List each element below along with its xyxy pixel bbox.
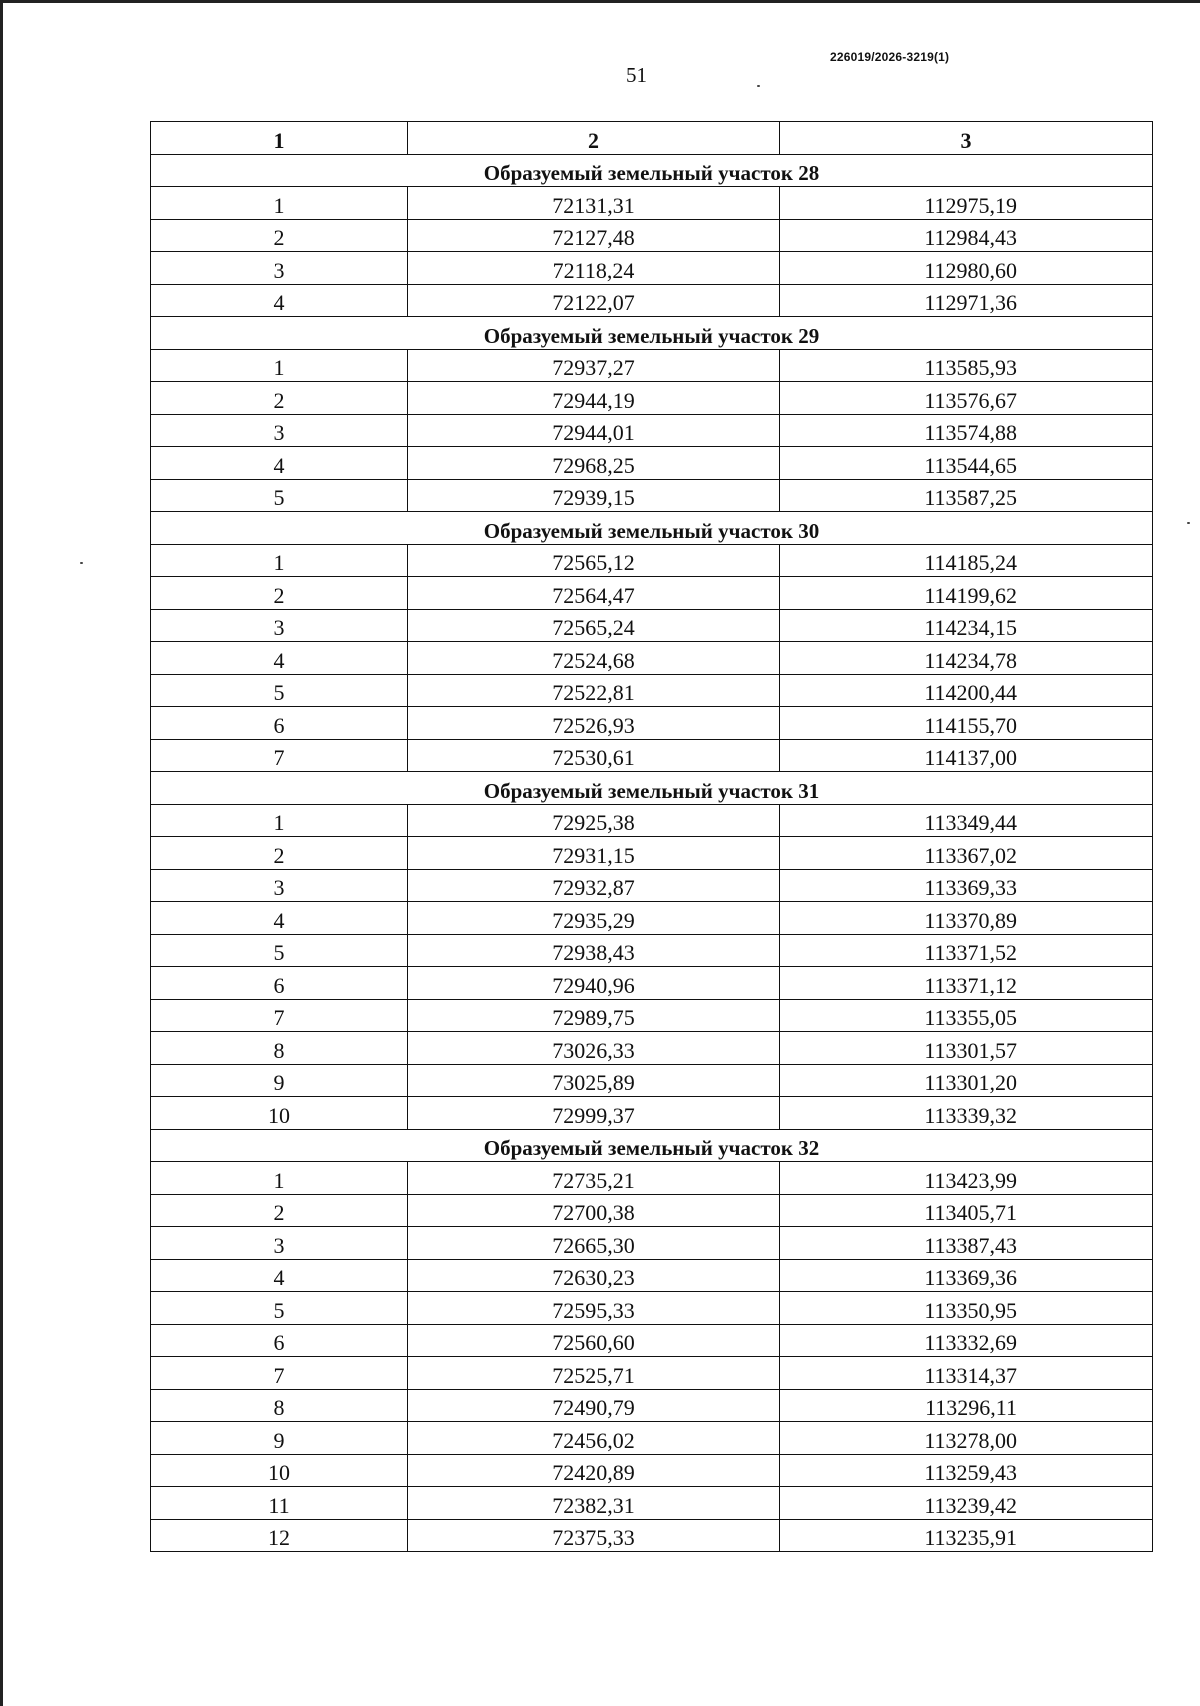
point-number-cell: 1 [151,804,408,837]
x-coordinate-cell: 72127,48 [408,219,780,252]
x-coordinate-cell: 72999,37 [408,1097,780,1130]
x-coordinate-cell: 72131,31 [408,187,780,220]
point-number-cell: 10 [151,1097,408,1130]
y-coordinate-cell: 113405,71 [780,1194,1153,1227]
section-title: Образуемый земельный участок 32 [151,1129,1153,1162]
point-number-cell: 2 [151,382,408,415]
column-header: 1 [151,122,408,155]
x-coordinate-cell: 72526,93 [408,707,780,740]
point-number-cell: 3 [151,609,408,642]
section-header-row [151,154,1153,187]
point-number-cell: 3 [151,252,408,285]
section-title: Образуемый земельный участок 30 [151,512,1153,545]
point-number-cell: 11 [151,1487,408,1520]
table-row [151,1032,1153,1065]
x-coordinate-cell: 72382,31 [408,1487,780,1520]
x-coordinate-cell: 72931,15 [408,837,780,870]
x-coordinate-cell: 72700,38 [408,1194,780,1227]
x-coordinate-cell: 72420,89 [408,1454,780,1487]
section-header-row [151,512,1153,545]
table-row [151,479,1153,512]
x-coordinate-cell: 72944,01 [408,414,780,447]
point-number-cell: 4 [151,447,408,480]
y-coordinate-cell: 113576,67 [780,382,1153,415]
y-coordinate-cell: 113296,11 [780,1389,1153,1422]
point-number-cell: 8 [151,1389,408,1422]
x-coordinate-cell: 73026,33 [408,1032,780,1065]
x-coordinate-cell: 72375,33 [408,1519,780,1552]
table-row [151,219,1153,252]
point-number-cell: 5 [151,479,408,512]
section-header-row [151,772,1153,805]
table-row [151,967,1153,1000]
point-number-cell: 4 [151,642,408,675]
point-number-cell: 1 [151,544,408,577]
table-row [151,609,1153,642]
x-coordinate-cell: 73025,89 [408,1064,780,1097]
point-number-cell: 6 [151,1324,408,1357]
table-row [151,1519,1153,1552]
table-row [151,1292,1153,1325]
y-coordinate-cell: 113235,91 [780,1519,1153,1552]
point-number-cell: 7 [151,739,408,772]
table-body [151,154,1153,1552]
point-number-cell: 5 [151,934,408,967]
table-row [151,349,1153,382]
coordinates-table [150,121,1153,1552]
section-title: Образуемый земельный участок 31 [151,772,1153,805]
x-coordinate-cell: 72932,87 [408,869,780,902]
y-coordinate-cell: 114155,70 [780,707,1153,740]
x-coordinate-cell: 72122,07 [408,284,780,317]
x-coordinate-cell: 72530,61 [408,739,780,772]
point-number-cell: 2 [151,577,408,610]
point-number-cell: 2 [151,1194,408,1227]
table-row [151,252,1153,285]
scan-speck [80,562,83,564]
point-number-cell: 1 [151,187,408,220]
y-coordinate-cell: 114234,78 [780,642,1153,675]
table-row [151,739,1153,772]
point-number-cell: 4 [151,284,408,317]
x-coordinate-cell: 72564,47 [408,577,780,610]
document-id: 226019/2026-3219(1) [830,50,950,64]
table-row [151,447,1153,480]
table-row [151,544,1153,577]
point-number-cell: 3 [151,869,408,902]
point-number-cell: 4 [151,1259,408,1292]
x-coordinate-cell: 72935,29 [408,902,780,935]
x-coordinate-cell: 72456,02 [408,1422,780,1455]
table-row [151,1324,1153,1357]
point-number-cell: 1 [151,349,408,382]
y-coordinate-cell: 113544,65 [780,447,1153,480]
y-coordinate-cell: 112971,36 [780,284,1153,317]
table-row [151,1227,1153,1260]
point-number-cell: 7 [151,1357,408,1390]
point-number-cell: 5 [151,1292,408,1325]
point-number-cell: 3 [151,1227,408,1260]
scan-edge-left [0,0,3,1706]
y-coordinate-cell: 114234,15 [780,609,1153,642]
point-number-cell: 12 [151,1519,408,1552]
y-coordinate-cell: 112980,60 [780,252,1153,285]
section-title: Образуемый земельный участок 29 [151,317,1153,350]
table-row [151,1064,1153,1097]
table-row [151,1357,1153,1390]
y-coordinate-cell: 114199,62 [780,577,1153,610]
scan-speck [757,85,760,87]
x-coordinate-cell: 72939,15 [408,479,780,512]
point-number-cell: 3 [151,414,408,447]
y-coordinate-cell: 113370,89 [780,902,1153,935]
x-coordinate-cell: 72937,27 [408,349,780,382]
y-coordinate-cell: 112975,19 [780,187,1153,220]
table-row [151,414,1153,447]
table-row [151,1422,1153,1455]
y-coordinate-cell: 113332,69 [780,1324,1153,1357]
y-coordinate-cell: 113369,36 [780,1259,1153,1292]
point-number-cell: 4 [151,902,408,935]
x-coordinate-cell: 72938,43 [408,934,780,967]
x-coordinate-cell: 72524,68 [408,642,780,675]
table-row [151,1097,1153,1130]
y-coordinate-cell: 113301,20 [780,1064,1153,1097]
section-header-row [151,317,1153,350]
x-coordinate-cell: 72565,12 [408,544,780,577]
y-coordinate-cell: 113239,42 [780,1487,1153,1520]
table-row [151,804,1153,837]
table-row [151,1389,1153,1422]
y-coordinate-cell: 113423,99 [780,1162,1153,1195]
y-coordinate-cell: 113587,25 [780,479,1153,512]
x-coordinate-cell: 72665,30 [408,1227,780,1260]
y-coordinate-cell: 113339,32 [780,1097,1153,1130]
table-row [151,999,1153,1032]
y-coordinate-cell: 113314,37 [780,1357,1153,1390]
x-coordinate-cell: 72735,21 [408,1162,780,1195]
x-coordinate-cell: 72118,24 [408,252,780,285]
y-coordinate-cell: 113574,88 [780,414,1153,447]
scan-speck [1187,522,1190,524]
y-coordinate-cell: 113259,43 [780,1454,1153,1487]
table-row [151,577,1153,610]
y-coordinate-cell: 114185,24 [780,544,1153,577]
table-row [151,187,1153,220]
point-number-cell: 7 [151,999,408,1032]
table-row [151,674,1153,707]
x-coordinate-cell: 72560,60 [408,1324,780,1357]
point-number-cell: 2 [151,837,408,870]
point-number-cell: 1 [151,1162,408,1195]
x-coordinate-cell: 72968,25 [408,447,780,480]
table-row [151,1487,1153,1520]
point-number-cell: 5 [151,674,408,707]
y-coordinate-cell: 113350,95 [780,1292,1153,1325]
table-row [151,869,1153,902]
table-row [151,1454,1153,1487]
column-header: 2 [408,122,780,155]
table-row [151,1194,1153,1227]
y-coordinate-cell: 112984,43 [780,219,1153,252]
y-coordinate-cell: 113349,44 [780,804,1153,837]
table-row [151,837,1153,870]
y-coordinate-cell: 113387,43 [780,1227,1153,1260]
x-coordinate-cell: 72595,33 [408,1292,780,1325]
y-coordinate-cell: 113278,00 [780,1422,1153,1455]
point-number-cell: 8 [151,1032,408,1065]
section-header-row [151,1129,1153,1162]
table-row [151,382,1153,415]
table-row [151,934,1153,967]
y-coordinate-cell: 114137,00 [780,739,1153,772]
point-number-cell: 10 [151,1454,408,1487]
x-coordinate-cell: 72630,23 [408,1259,780,1292]
y-coordinate-cell: 113369,33 [780,869,1153,902]
table-row [151,284,1153,317]
table-row [151,707,1153,740]
y-coordinate-cell: 113301,57 [780,1032,1153,1065]
table-row [151,1162,1153,1195]
y-coordinate-cell: 113585,93 [780,349,1153,382]
point-number-cell: 6 [151,707,408,740]
table-row [151,902,1153,935]
x-coordinate-cell: 72925,38 [408,804,780,837]
table-row [151,1259,1153,1292]
x-coordinate-cell: 72989,75 [408,999,780,1032]
y-coordinate-cell: 114200,44 [780,674,1153,707]
point-number-cell: 9 [151,1064,408,1097]
x-coordinate-cell: 72522,81 [408,674,780,707]
x-coordinate-cell: 72565,24 [408,609,780,642]
x-coordinate-cell: 72940,96 [408,967,780,1000]
page-number: 51 [626,63,647,87]
x-coordinate-cell: 72490,79 [408,1389,780,1422]
point-number-cell: 6 [151,967,408,1000]
table-row [151,642,1153,675]
y-coordinate-cell: 113355,05 [780,999,1153,1032]
y-coordinate-cell: 113371,52 [780,934,1153,967]
scan-edge-top [0,0,1200,3]
x-coordinate-cell: 72525,71 [408,1357,780,1390]
point-number-cell: 9 [151,1422,408,1455]
point-number-cell: 2 [151,219,408,252]
y-coordinate-cell: 113371,12 [780,967,1153,1000]
x-coordinate-cell: 72944,19 [408,382,780,415]
section-title: Образуемый земельный участок 28 [151,154,1153,187]
table-header-row [151,122,1153,155]
y-coordinate-cell: 113367,02 [780,837,1153,870]
column-header: 3 [780,122,1153,155]
